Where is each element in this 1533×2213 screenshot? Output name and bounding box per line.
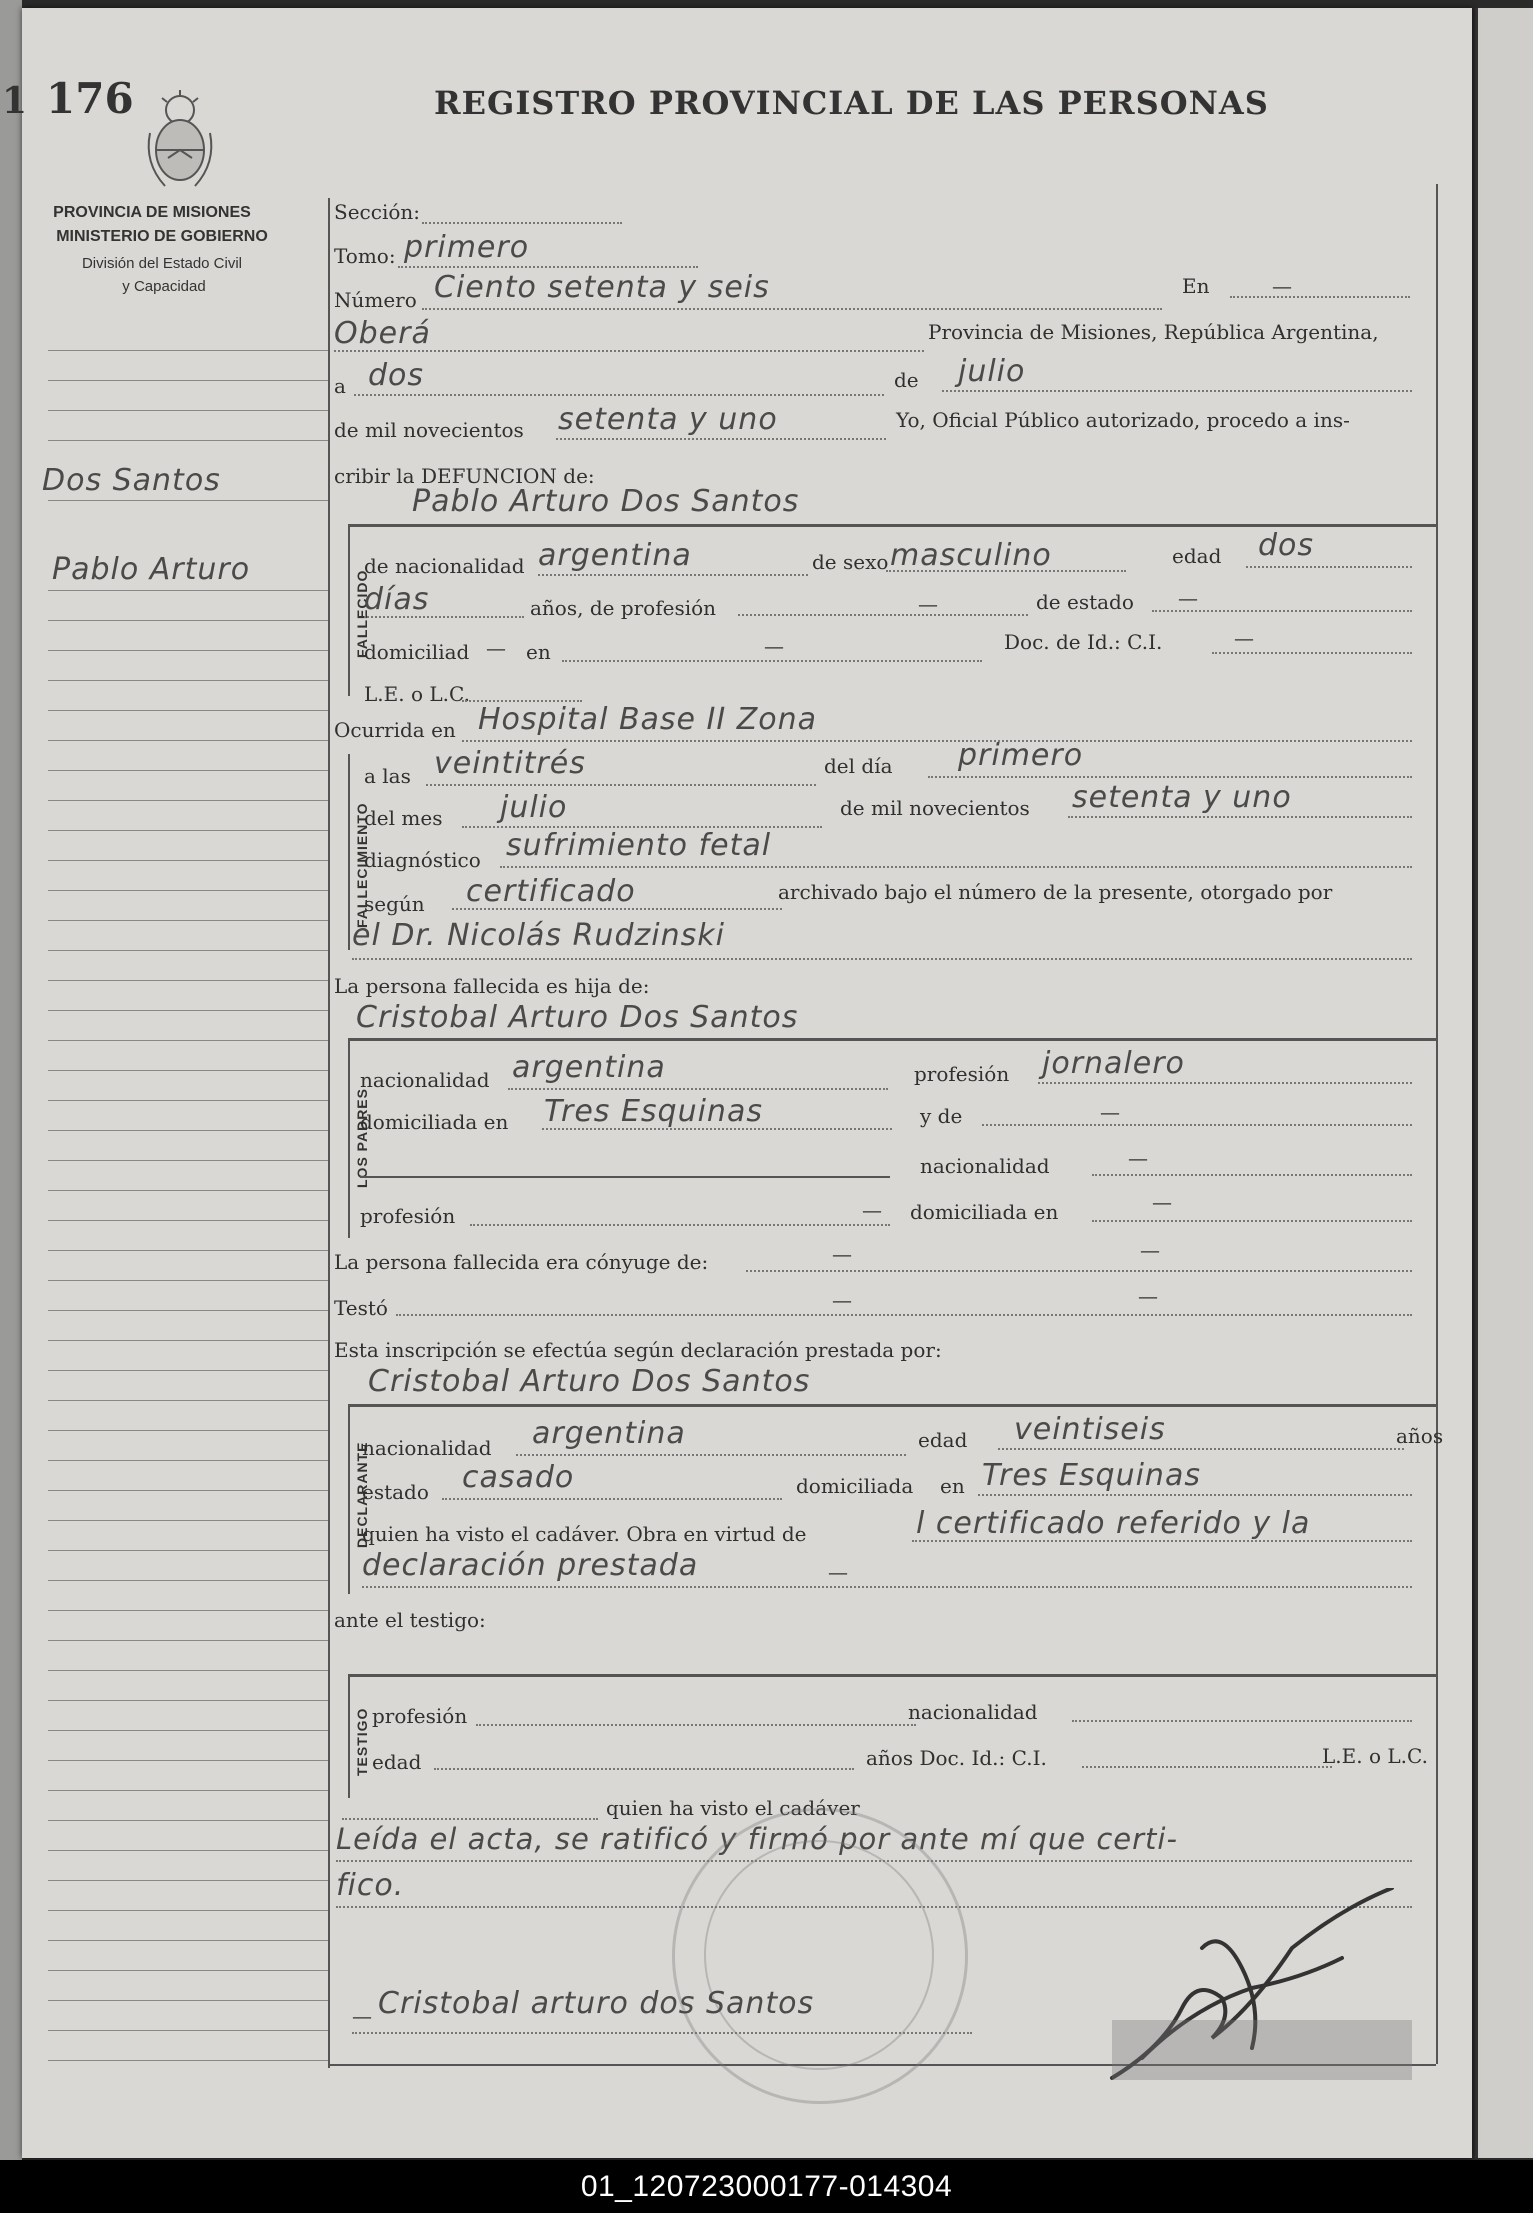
firma-value: Cristobal arturo dos Santos (378, 1986, 815, 2021)
a-las-value: veintitrés (434, 746, 586, 781)
inscripcion-label: Esta inscripción se efectúa según declaración prestada por: (334, 1338, 942, 1362)
fallecimiento-section-label: FALLECIMIENTO (354, 802, 370, 928)
testigo-section-label: TESTIGO (354, 1707, 370, 1776)
sexo-value: masculino (890, 538, 1052, 573)
segun-value: certificado (466, 874, 636, 909)
official-stamp-inner-icon (704, 1840, 934, 2070)
cribir-label: cribir la DEFUNCION de: (334, 464, 595, 488)
adjacent-page-edge (1475, 8, 1533, 2158)
declarante-edad-label: edad (918, 1428, 968, 1452)
nacionalidad-label: de nacionalidad (364, 554, 525, 578)
nacionalidad-value: argentina (538, 538, 692, 573)
province-label: PROVINCIA DE MISIONES (53, 204, 251, 221)
fallecimiento-side-rule (348, 754, 350, 950)
ocurrida-label: Ocurrida en (334, 718, 456, 742)
seccion-label: Sección: (334, 200, 420, 224)
ocurrida-value: Hospital Base II Zona (478, 702, 818, 737)
le-lc-label: L.E. o L.C. (364, 682, 470, 706)
cierre-cont-value: fico. (336, 1868, 405, 1903)
archivado-label: archivado bajo el número de la presente, otorgado por (778, 880, 1333, 904)
record-page (2, 8, 1472, 2158)
declarante-domiciliada-label: domiciliada (796, 1474, 914, 1498)
testigo-edad-label: edad (372, 1750, 422, 1774)
quien-visto-2-label: quien ha visto el cadáver (606, 1796, 860, 1820)
declarante-domicilio-value: Tres Esquinas (982, 1458, 1201, 1493)
declarante-side-rule (348, 1404, 350, 1594)
numero-label: Número (334, 288, 417, 312)
padre-nacionalidad-value: argentina (512, 1050, 666, 1085)
testo-dash: — (832, 1288, 852, 1312)
a-label: a (334, 374, 346, 398)
quien-visto-label: quien ha visto el cadáver. Obra en virtud de (362, 1522, 807, 1546)
declarante-top-rule (348, 1404, 1436, 1407)
testigo-le-lc-label: L.E. o L.C. (1322, 1744, 1428, 1768)
dias-value: días (364, 582, 430, 617)
image-identifier: 01_120723000177-014304 (0, 2160, 1533, 2213)
coat-of-arms-icon (140, 88, 220, 202)
segun-label: según (364, 892, 425, 916)
division-label: División del Estado Civil (81, 255, 243, 272)
de-mil-label-2: de mil novecientos (840, 796, 1030, 820)
declarante-nacionalidad-label: nacionalidad (362, 1436, 492, 1460)
firma-dash: — (352, 2004, 372, 2028)
ante-testigo-label: ante el testigo: (334, 1608, 486, 1632)
tomo-label: Tomo: (334, 244, 396, 268)
page-title: REGISTRO PROVINCIAL DE LAS PERSONAS (434, 84, 1269, 122)
madre-nacionalidad-dash: — (1128, 1146, 1148, 1170)
diagnostico-label: diagnóstico (364, 848, 481, 872)
testigo-profesion-label: profesión (372, 1704, 468, 1728)
testigo-nacionalidad-label: nacionalidad (908, 1700, 1038, 1724)
doc-dash: — (1234, 626, 1254, 650)
en-label-2: en (526, 640, 551, 664)
testigo-top-rule (348, 1674, 1436, 1677)
diagnostico-value: sufrimiento fetal (506, 828, 772, 863)
madre-domicilio-dash: — (1152, 1190, 1172, 1214)
madre-profesion-label: profesión (360, 1204, 456, 1228)
padre-domiciliada-label: domiciliada en (360, 1110, 509, 1134)
madre-profesion-dash: — (862, 1198, 882, 1222)
domicilio-dash: — (764, 634, 784, 658)
margin-given-names: Pablo Arturo (52, 552, 251, 587)
madre-dash: — (1100, 1100, 1120, 1124)
estado-dash: — (1178, 586, 1198, 610)
madre-nacionalidad-label: nacionalidad (920, 1154, 1050, 1178)
padres-section-label: LOS PADRES (354, 1088, 370, 1188)
anio-fallecimiento-value: setenta y uno (1072, 780, 1292, 815)
left-mark: 1 (2, 80, 28, 122)
nombre-fallecido-value: Pablo Arturo Dos Santos (412, 484, 800, 519)
sexo-label: de sexo (812, 550, 889, 574)
page-number: 176 (46, 74, 134, 123)
medico-value: el Dr. Nicolás Rudzinski (352, 918, 725, 953)
anos-profesion-label: años, de profesión (530, 596, 717, 620)
edad-value: dos (1258, 528, 1315, 563)
de-label: de (894, 368, 919, 392)
declarante-value: Cristobal Arturo Dos Santos (368, 1364, 811, 1399)
domiciliado-label: domiciliad (364, 640, 470, 664)
padre-profesion-label: profesión (914, 1062, 1010, 1086)
fallecido-side-rule (348, 524, 350, 696)
edad-label: edad (1172, 544, 1222, 568)
en-label: En (1182, 274, 1210, 298)
main-left-border (328, 198, 330, 2068)
provincia-label: Provincia de Misiones, República Argentina, (928, 320, 1379, 344)
estado-label: de estado (1036, 590, 1134, 614)
conyuge-label: La persona fallecida era cónyuge de: (334, 1250, 709, 1274)
lugar-value: Oberá (334, 316, 431, 351)
testigo-side-rule (348, 1674, 350, 1798)
de-mil-label: de mil novecientos (334, 418, 524, 442)
profesion-dash: — (918, 592, 938, 616)
madre-name-rule (360, 1176, 890, 1178)
binding-edge (0, 0, 22, 2160)
numero-value: Ciento setenta y seis (434, 270, 770, 305)
testo-dash-2: — (1138, 1284, 1158, 1308)
y-de-label: y de (920, 1104, 963, 1128)
testo-label: Testó (334, 1296, 388, 1320)
cierre-value: Leída el acta, se ratificó y firmó por ante mí que certi- (336, 1822, 1178, 1856)
obra-dash: — (828, 1560, 848, 1584)
main-right-border (1436, 184, 1438, 2064)
padres-top-rule (348, 1038, 1436, 1041)
padre-nacionalidad-label: nacionalidad (360, 1068, 490, 1092)
hija-de-label: La persona fallecida es hija de: (334, 974, 650, 998)
testigo-anos-doc-label: años Doc. Id.: C.I. (866, 1746, 1047, 1770)
ministry-label: MINISTERIO DE GOBIERNO (56, 228, 268, 245)
conyuge-dash: — (832, 1242, 852, 1266)
padre-domicilio-value: Tres Esquinas (544, 1094, 763, 1129)
padres-side-rule (348, 1038, 350, 1238)
tomo-value: primero (404, 230, 530, 265)
madre-domiciliada-label: domiciliada en (910, 1200, 1059, 1224)
declarante-edad-value: veintiseis (1014, 1412, 1166, 1447)
obra-en-virtud-value: l certificado referido y la (916, 1506, 1311, 1541)
del-dia-label: del día (824, 754, 893, 778)
declarante-estado-label: estado (362, 1480, 429, 1504)
margin-surname: Dos Santos (42, 463, 221, 498)
padre-value: Cristobal Arturo Dos Santos (356, 1000, 799, 1035)
mes-value: julio (958, 354, 1026, 389)
conyuge-dash-2: — (1140, 1238, 1160, 1262)
capacity-label: y Capacidad (122, 278, 206, 295)
declarante-en-label: en (940, 1474, 965, 1498)
yo-oficial-label: Yo, Oficial Público autorizado, procedo a ins- (896, 408, 1350, 432)
del-dia-value: primero (958, 738, 1084, 773)
official-seal-icon (1112, 2020, 1412, 2080)
declarante-estado-value: casado (462, 1460, 575, 1495)
declarante-nacionalidad-value: argentina (532, 1416, 686, 1451)
anio-value: setenta y uno (558, 402, 778, 437)
padre-profesion-value: jornalero (1042, 1046, 1185, 1081)
del-mes-label: del mes (364, 806, 443, 830)
doc-label: Doc. de Id.: C.I. (1004, 630, 1163, 654)
domiciliado-dash: — (486, 636, 506, 660)
en-value: — (1272, 274, 1292, 298)
obra-cont-value: declaración prestada (362, 1548, 699, 1583)
declarante-section-label: DECLARANTE (354, 1441, 370, 1548)
fallecido-top-rule (348, 524, 1436, 527)
a-las-label: a las (364, 764, 411, 788)
del-mes-value: julio (500, 790, 568, 825)
anos-label: años (1396, 1424, 1444, 1448)
dia-value: dos (368, 358, 425, 393)
fallecido-section-label: FALLECIDO (354, 569, 370, 658)
